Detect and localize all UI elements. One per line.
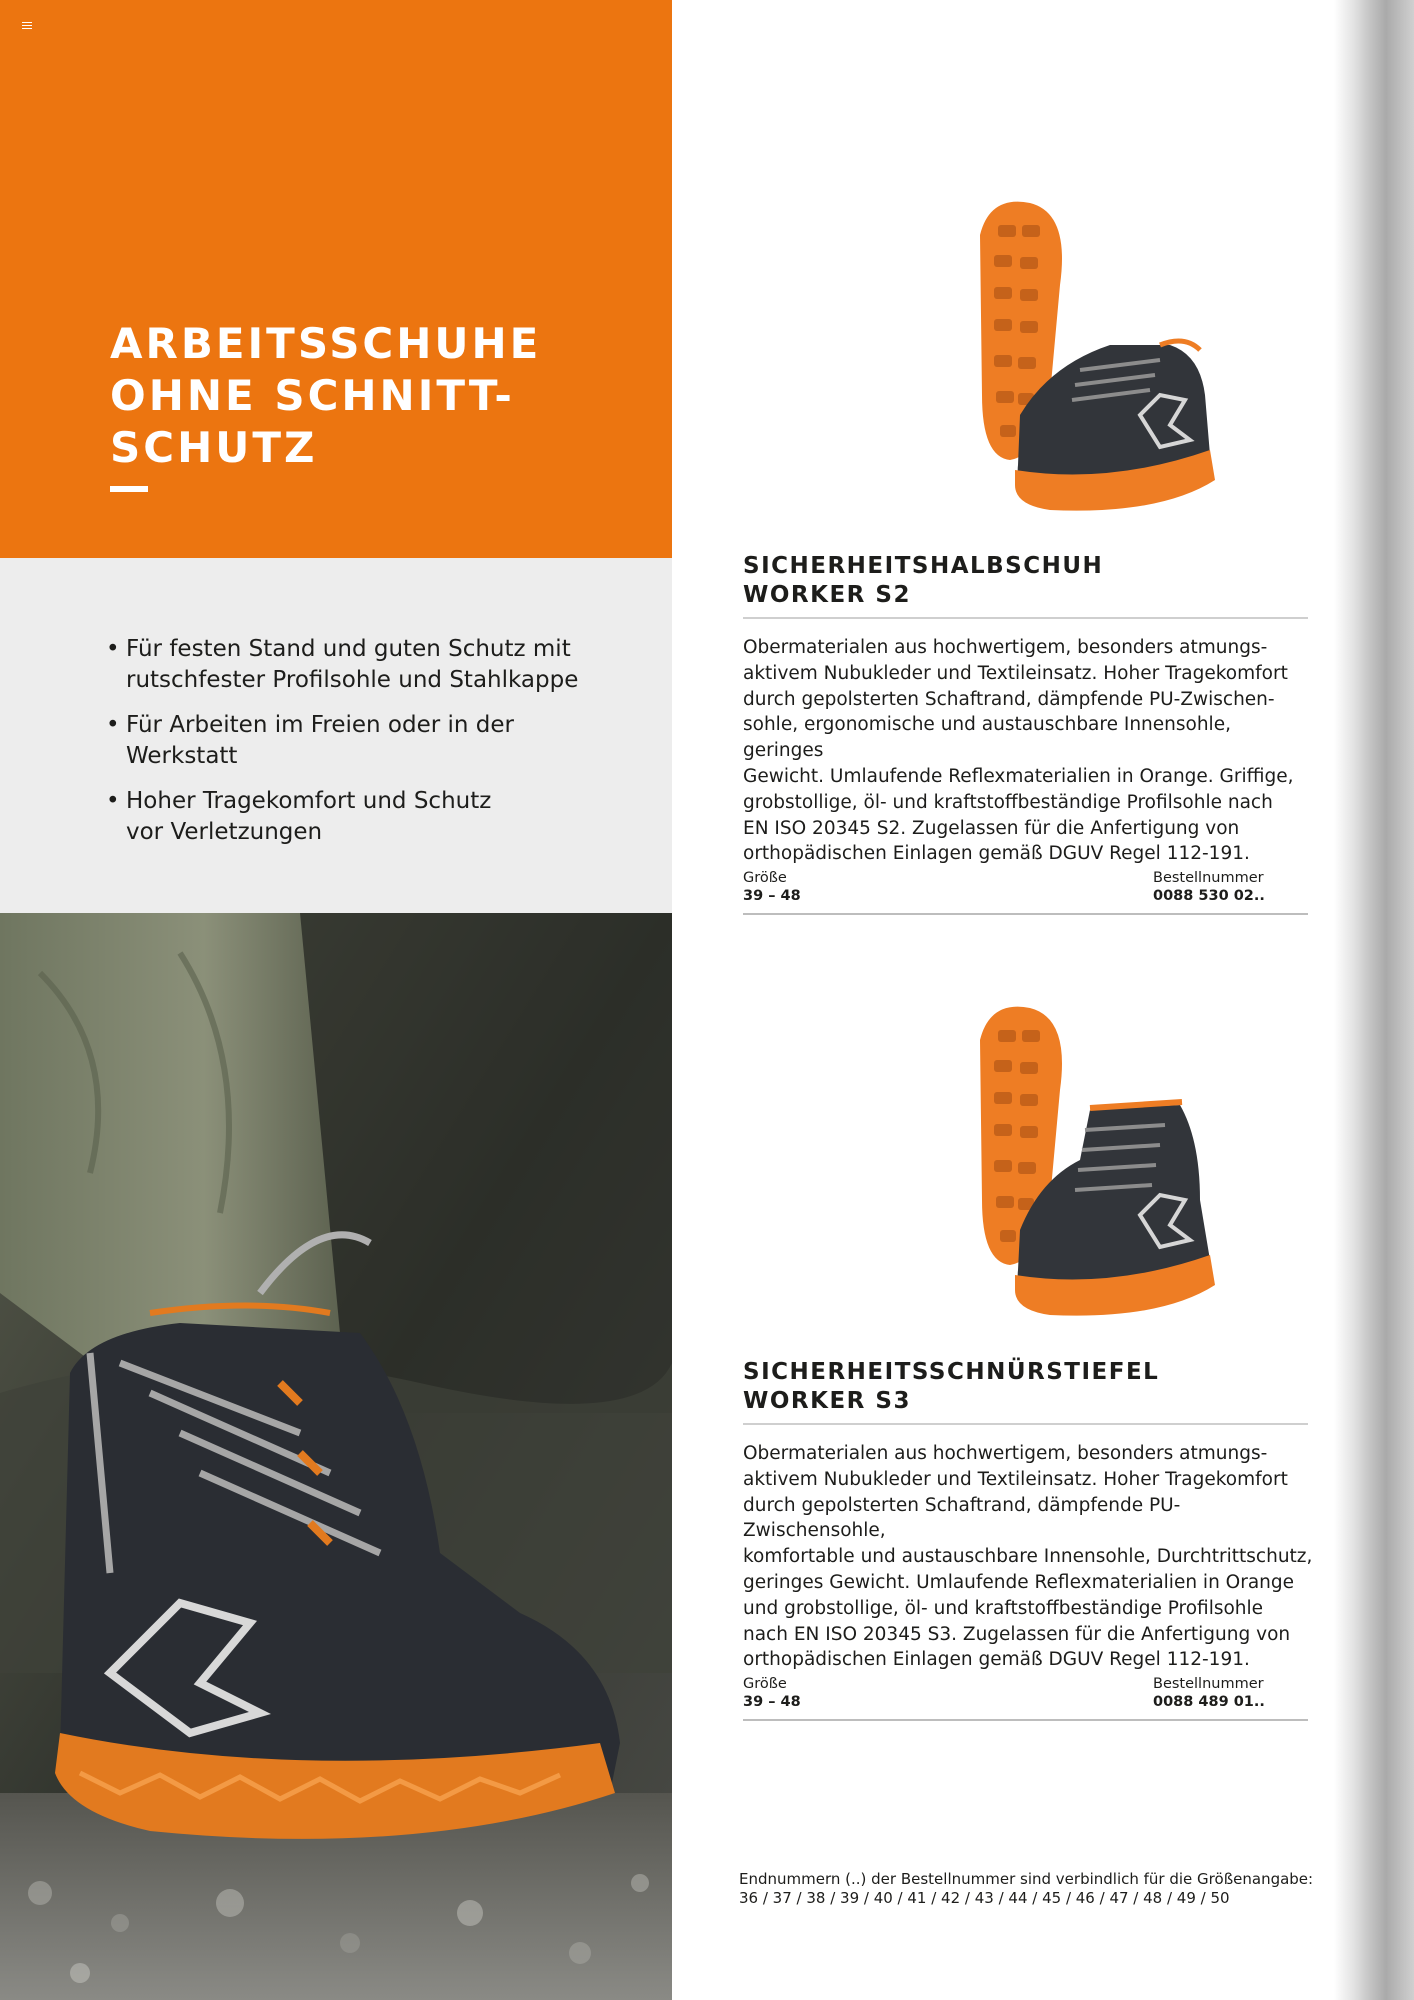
divider	[743, 913, 1308, 915]
page-title	[110, 318, 541, 474]
product-description: Obermaterialen aus hochwertigem, besonders atmungs- aktivem Nubukleder und Textileinsatz. Hoher Tragekomfort durch gepolsterten Schaftrand, dämpfende PU-Zwischensohle, komfortable und austauschbare Innensohle, Durchtrittschutz, geringes Gewicht. Umlaufende Reflexmaterialien in Orange und grobstollige, öl- und kraftstoffbeständige Profilsohle nach EN ISO 20345 S3. Zugelassen für die Anfertigung von orthopädischen Einlagen gemäß DGUV Regel 112-191.	[743, 1443, 1313, 1671]
product-title-line: SICHERHEITSSCHNÜRSTIEFEL	[743, 1359, 1160, 1385]
order-number-spec	[1153, 869, 1265, 905]
hero-banner	[0, 0, 672, 558]
title-underline	[110, 486, 148, 492]
lifestyle-photo	[0, 913, 672, 2000]
feature-list	[106, 634, 626, 862]
page-fold-shadow	[1334, 0, 1414, 2000]
product-title-line: WORKER S2	[743, 582, 911, 608]
order-number-spec	[1153, 1675, 1265, 1711]
order-number-value: 0088 489 01..	[1153, 1694, 1265, 1710]
feature-item: • Für Arbeiten im Freien oder in der Werkstatt	[106, 710, 626, 772]
footnote-sizes: 36 / 37 / 38 / 39 / 40 / 41 / 42 / 43 / 44 / 45 / 46 / 47 / 48 / 49 / 50	[739, 1889, 1230, 1907]
order-number-value: 0088 530 02..	[1153, 888, 1265, 904]
divider	[743, 1719, 1308, 1721]
menu-icon[interactable]	[22, 22, 32, 30]
boot-photo-illustration	[0, 913, 672, 2000]
size-value: 39 – 48	[743, 888, 801, 904]
order-number-label: Bestellnummer	[1153, 870, 1264, 886]
size-spec	[743, 869, 801, 905]
product-description: Obermaterialen aus hochwertigem, besonders atmungs- aktivem Nubukleder und Textileinsatz. Hoher Tragekomfort durch gepolsterten Schaftrand, dämpfende PU-Zwischen- sohle, ergonomische und austauschbare Innensohle, geringes Gewicht. Umlaufende Reflexmaterialien in Orange. Griffige, grobstollige, öl- und kraftstoffbeständige Profilsohle nach EN ISO 20345 S2. Zugelassen für die Anfertigung von orthopädischen Einlagen gemäß DGUV Regel 112-191.	[743, 637, 1294, 865]
size-value: 39 – 48	[743, 1694, 801, 1710]
product-title-line: SICHERHEITSHALBSCHUH	[743, 553, 1104, 579]
page-title-line: SCHUTZ	[110, 423, 318, 472]
product-title-line: WORKER S3	[743, 1388, 911, 1414]
feature-item: • Für festen Stand und guten Schutz mit rutschfester Profilsohle und Stahlkappe	[106, 634, 626, 696]
product-image-worker-s2	[960, 195, 1240, 525]
feature-panel	[0, 558, 672, 913]
left-column	[0, 0, 672, 2000]
size-label: Größe	[743, 1676, 787, 1692]
page-title-line: OHNE SCHNITT-	[110, 371, 515, 420]
product-image-worker-s3	[960, 1000, 1240, 1330]
size-footnote	[739, 1870, 1339, 1908]
product-title-worker-s2	[743, 552, 1103, 610]
divider	[743, 617, 1308, 619]
page-title-line: ARBEITSSCHUHE	[110, 319, 542, 368]
footnote-line: Endnummern (..) der Bestellnummer sind verbindlich für die Größenangabe:	[739, 1870, 1314, 1888]
product-title-worker-s3	[743, 1358, 1159, 1416]
divider	[743, 1423, 1308, 1425]
size-label: Größe	[743, 870, 787, 886]
size-spec	[743, 1675, 801, 1711]
order-number-label: Bestellnummer	[1153, 1676, 1264, 1692]
feature-item: • Hoher Tragekomfort und Schutz vor Verletzungen	[106, 786, 626, 848]
